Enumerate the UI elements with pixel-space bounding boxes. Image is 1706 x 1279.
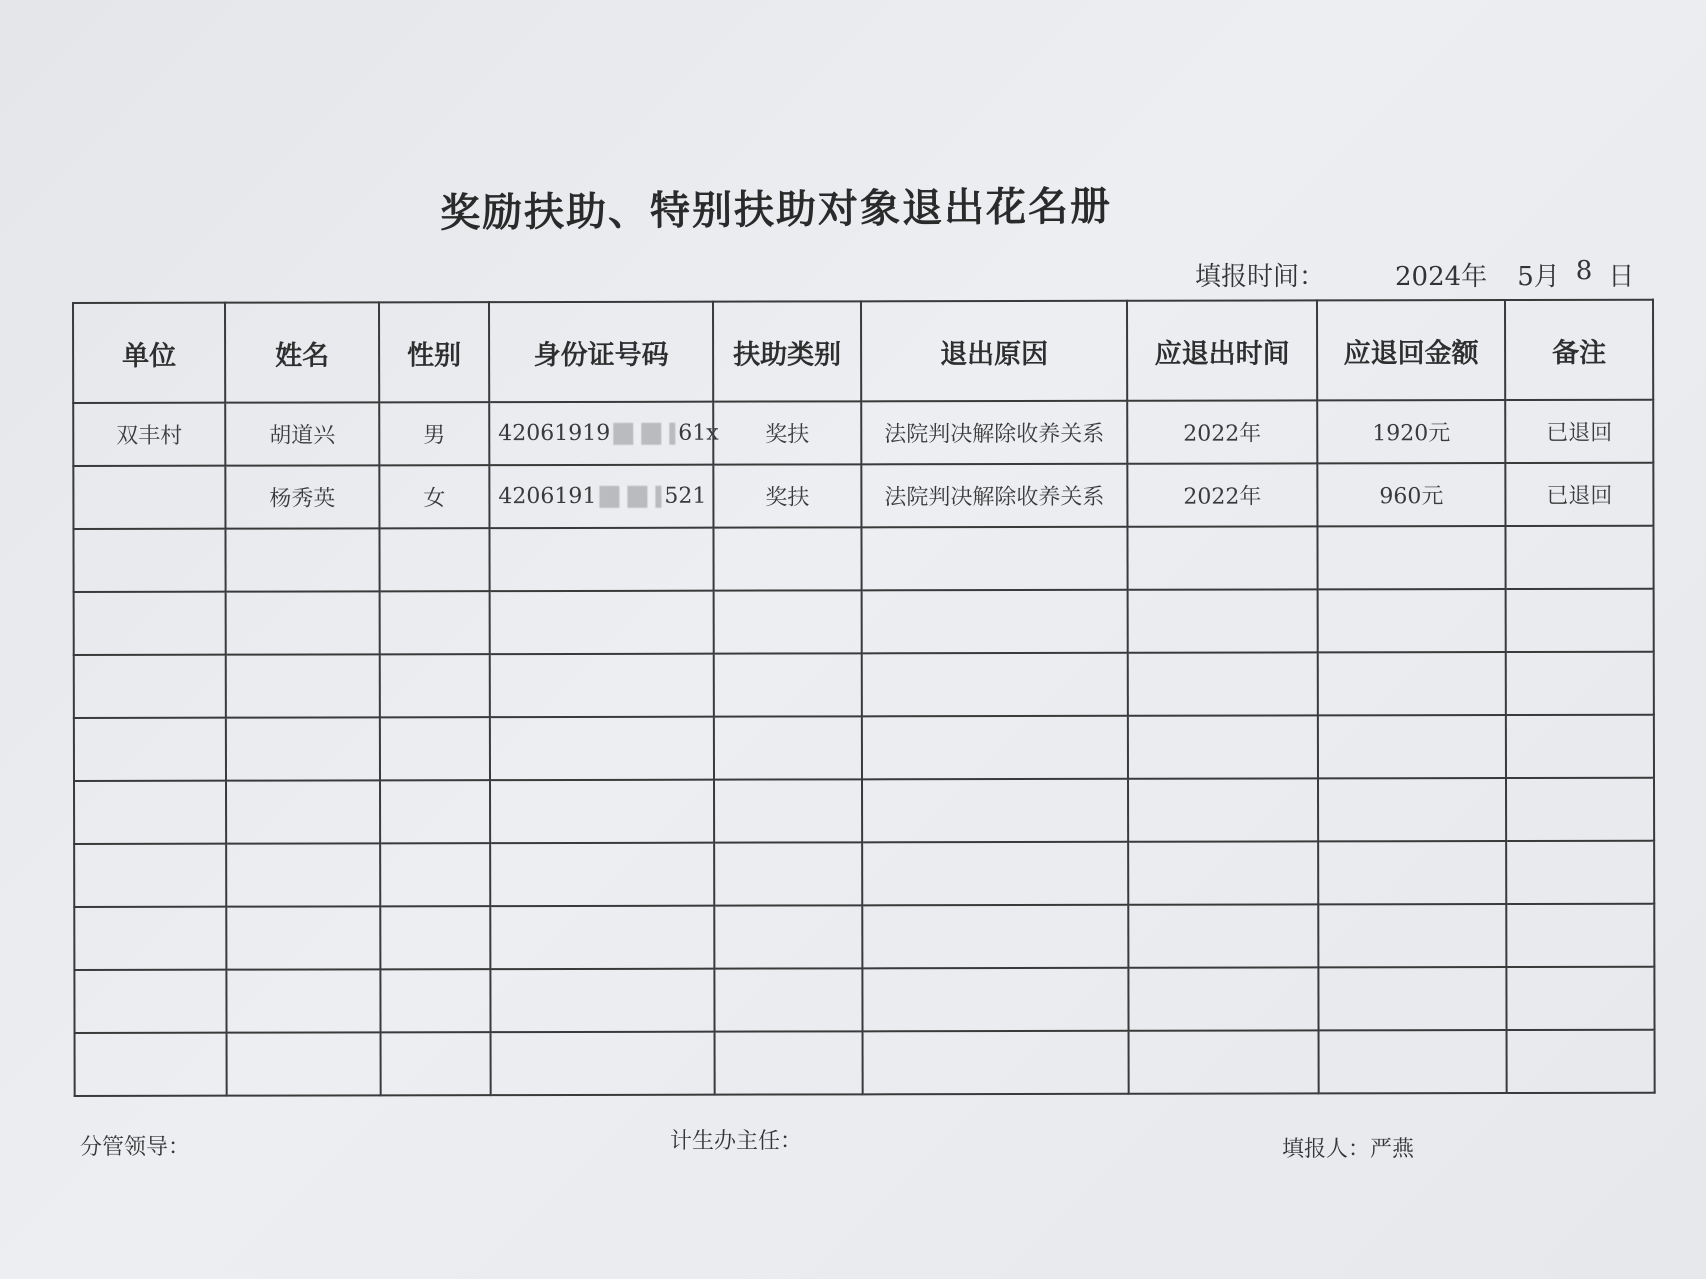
id-suffix: 61x xyxy=(678,420,719,446)
cell-reason: 法院判决解除收养关系 xyxy=(861,464,1127,528)
empty-cell xyxy=(490,591,714,654)
empty-cell xyxy=(714,842,862,905)
empty-cell xyxy=(862,716,1128,780)
empty-cell xyxy=(863,1031,1129,1095)
fill-time-label: 填报时间： xyxy=(1195,262,1326,292)
empty-cell xyxy=(1128,715,1318,778)
empty-cell xyxy=(862,905,1128,969)
header-row xyxy=(73,300,1653,403)
empty-cell xyxy=(380,654,490,717)
empty-cell xyxy=(713,527,861,590)
empty-cell xyxy=(1318,589,1506,652)
header-unit: 单位 xyxy=(73,303,225,403)
empty-cell xyxy=(1318,967,1506,1030)
empty-cell xyxy=(1506,652,1654,715)
empty-cell xyxy=(1507,1030,1655,1093)
empty-cell xyxy=(1318,904,1506,967)
empty-cell xyxy=(1128,652,1318,715)
header-category: 扶助类别 xyxy=(713,301,861,401)
empty-cell xyxy=(490,717,714,780)
fill-time-year: 2024年 xyxy=(1395,262,1488,292)
empty-cell xyxy=(862,590,1128,654)
empty-cell xyxy=(1506,589,1654,652)
cell-name: 胡道兴 xyxy=(225,402,379,465)
empty-cell xyxy=(714,653,862,716)
empty-cell xyxy=(1128,589,1318,652)
roster-table xyxy=(72,299,1656,1097)
empty-cell xyxy=(490,843,714,906)
director-signature-label: 计生办主任： xyxy=(670,1129,803,1154)
empty-cell xyxy=(74,718,226,781)
cell-unit xyxy=(73,466,225,529)
empty-cell xyxy=(714,590,862,653)
table-row-empty xyxy=(74,652,1654,718)
empty-cell xyxy=(1128,841,1318,904)
empty-cell xyxy=(491,1032,715,1095)
cell-exit-time: 2022年 xyxy=(1127,400,1317,463)
empty-cell xyxy=(489,528,713,591)
empty-cell xyxy=(380,780,490,843)
empty-cell xyxy=(862,653,1128,717)
table-row-empty xyxy=(75,1030,1655,1096)
header-reason: 退出原因 xyxy=(861,301,1127,402)
empty-cell xyxy=(861,527,1127,591)
table-row-empty xyxy=(74,904,1654,970)
cell-category: 奖扶 xyxy=(713,464,861,527)
fill-time-day: 8 xyxy=(1575,256,1593,286)
empty-cell xyxy=(380,717,490,780)
empty-cell xyxy=(490,780,714,843)
cell-unit: 双丰村 xyxy=(73,403,225,466)
empty-cell xyxy=(490,906,714,969)
empty-cell xyxy=(226,591,380,654)
empty-cell xyxy=(73,529,225,592)
empty-cell xyxy=(381,1032,491,1095)
empty-cell xyxy=(714,968,862,1031)
cell-exit-time: 2022年 xyxy=(1127,463,1317,526)
cell-id-number xyxy=(489,402,719,465)
cell-reason: 法院判决解除收养关系 xyxy=(861,401,1127,465)
id-prefix: 4206191 xyxy=(498,483,597,510)
table-row-empty xyxy=(74,841,1654,907)
empty-cell xyxy=(1506,778,1654,841)
table-row xyxy=(73,463,1653,529)
empty-cell xyxy=(226,717,380,780)
empty-cell xyxy=(226,780,380,843)
empty-cell xyxy=(1128,778,1318,841)
id-prefix: 42061919 xyxy=(498,420,611,447)
empty-cell xyxy=(1506,841,1654,904)
empty-cell xyxy=(226,654,380,717)
empty-cell xyxy=(74,592,226,655)
empty-cell xyxy=(1319,1030,1507,1093)
empty-cell xyxy=(1127,526,1317,589)
header-note: 备注 xyxy=(1505,300,1653,400)
empty-cell xyxy=(74,781,226,844)
empty-cell xyxy=(862,968,1128,1032)
document-title: 奖励扶助、特别扶助对象退出花名册 xyxy=(439,182,1113,237)
empty-cell xyxy=(74,655,226,718)
cell-id-number xyxy=(489,465,713,528)
empty-cell xyxy=(75,1033,227,1096)
reporter xyxy=(1282,1132,1414,1163)
empty-cell xyxy=(380,906,490,969)
empty-cell xyxy=(1506,967,1654,1030)
header-amount: 应退回金额 xyxy=(1317,300,1505,400)
fill-time-day-unit: 日 xyxy=(1608,262,1635,292)
empty-cell xyxy=(74,970,226,1033)
header-id-number: 身份证号码 xyxy=(489,302,713,402)
empty-cell xyxy=(1129,1030,1319,1093)
empty-cell xyxy=(1318,715,1506,778)
empty-cell xyxy=(1317,526,1505,589)
reporter-label: 填报人： xyxy=(1282,1137,1371,1162)
empty-cell xyxy=(1506,715,1654,778)
fill-time-month: 5月 xyxy=(1517,262,1560,292)
table-row xyxy=(73,400,1653,466)
cell-name: 杨秀英 xyxy=(225,465,379,528)
id-suffix: 521 xyxy=(664,483,707,509)
table-row-empty xyxy=(74,715,1654,781)
redaction-mosaic xyxy=(613,423,675,445)
empty-cell xyxy=(379,528,489,591)
empty-cell xyxy=(1506,904,1654,967)
cell-note: 已退回 xyxy=(1505,400,1653,463)
redaction-mosaic xyxy=(599,486,661,508)
table-row-empty xyxy=(74,589,1654,655)
empty-cell xyxy=(490,654,714,717)
table-row-empty xyxy=(74,967,1654,1033)
empty-cell xyxy=(1318,841,1506,904)
roster-table-wrap xyxy=(72,299,1654,1097)
empty-cell xyxy=(226,843,380,906)
empty-cell xyxy=(714,716,862,779)
empty-cell xyxy=(74,907,226,970)
cell-amount: 1920元 xyxy=(1317,400,1505,463)
header-name: 姓名 xyxy=(225,302,379,402)
empty-cell xyxy=(380,969,490,1032)
cell-gender: 女 xyxy=(379,465,489,528)
empty-cell xyxy=(862,842,1128,906)
empty-cell xyxy=(225,528,379,591)
empty-cell xyxy=(226,906,380,969)
empty-cell xyxy=(1318,778,1506,841)
leader-signature-label: 分管领导： xyxy=(80,1135,191,1160)
cell-amount: 960元 xyxy=(1317,463,1505,526)
table-row-empty xyxy=(74,778,1654,844)
empty-cell xyxy=(74,844,226,907)
empty-cell xyxy=(714,905,862,968)
table-row-empty xyxy=(73,526,1653,592)
fill-time xyxy=(1195,256,1634,293)
cell-note: 已退回 xyxy=(1505,463,1653,526)
empty-cell xyxy=(490,969,714,1032)
empty-cell xyxy=(380,843,490,906)
empty-cell xyxy=(226,969,380,1032)
cell-category: 奖扶 xyxy=(713,401,861,464)
empty-cell xyxy=(1318,652,1506,715)
empty-cell xyxy=(1128,967,1318,1030)
empty-cell xyxy=(1128,904,1318,967)
cell-gender: 男 xyxy=(379,402,489,465)
header-gender: 性别 xyxy=(379,302,489,402)
empty-cell xyxy=(1505,526,1653,589)
empty-cell xyxy=(227,1032,381,1095)
empty-cell xyxy=(714,779,862,842)
empty-cell xyxy=(715,1031,863,1094)
empty-cell xyxy=(380,591,490,654)
empty-cell xyxy=(862,779,1128,843)
reporter-name: 严燕 xyxy=(1370,1137,1415,1162)
header-exit-time: 应退出时间 xyxy=(1127,300,1317,400)
